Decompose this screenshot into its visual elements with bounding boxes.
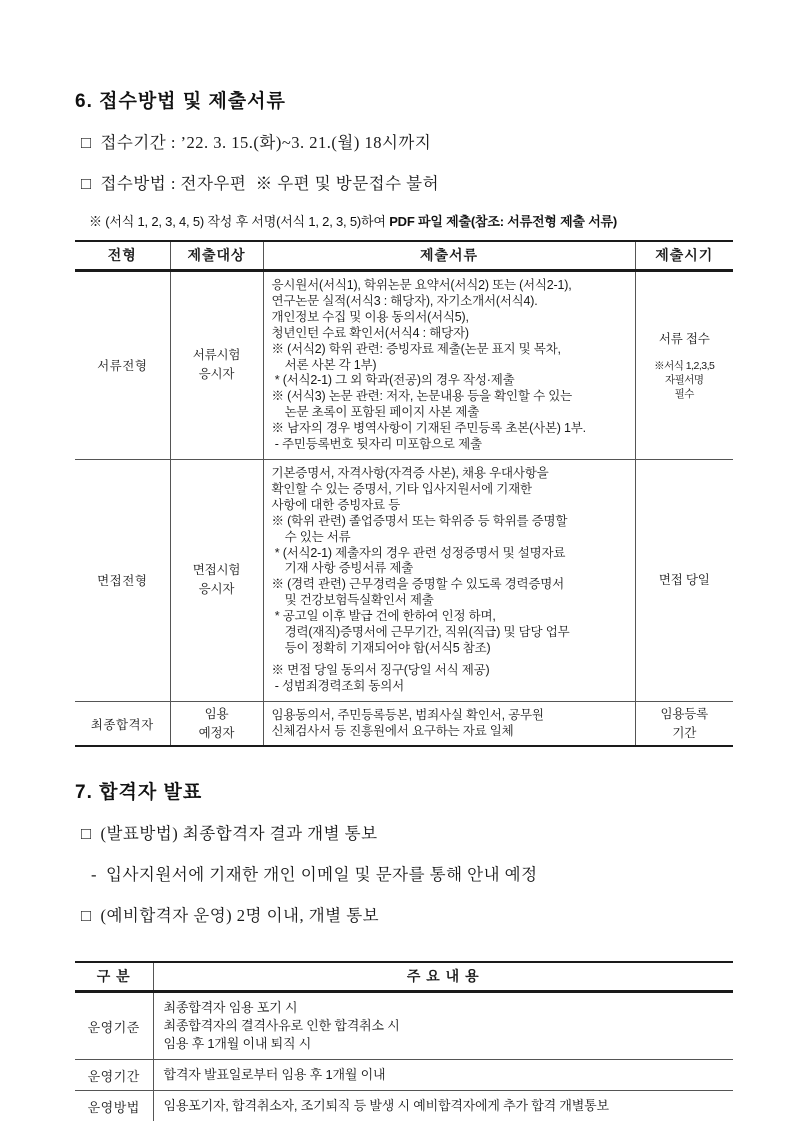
- table-header-row: [75, 241, 733, 271]
- table-row-operation-period: [75, 1060, 733, 1091]
- document-content: [75, 86, 733, 1121]
- column-header-timing: 제출시기: [635, 241, 733, 271]
- column-header-main-content: 주 요 내 용: [153, 962, 733, 992]
- submission-documents-table: [75, 240, 733, 747]
- target-cell: 임용 예정자: [170, 701, 263, 746]
- announcement-detail-line: [91, 861, 733, 885]
- content-cell: 임용포기자, 합격취소자, 조기퇴직 등 발생 시 예비합격자에게 추가 합격 개별통보: [153, 1091, 733, 1121]
- reserve-candidate-text: (예비합격자 운영) 2명 이내, 개별 통보: [100, 906, 380, 926]
- signature-note-bold-text: PDF 파일 제출(참조: 서류전형 제출 서류): [389, 214, 618, 229]
- table-row-operation-method: [75, 1091, 733, 1121]
- reception-method-text: 접수방법 : 전자우편 ※ 우편 및 방문접수 불허: [100, 174, 440, 193]
- table-row-document-screening: [75, 271, 733, 460]
- timing-main: 임용등록 기간: [660, 706, 708, 740]
- reception-period-line: [81, 129, 733, 153]
- reception-method-line: [81, 170, 733, 194]
- checkbox-marker: □: [81, 174, 92, 193]
- timing-cell: [635, 701, 733, 746]
- announcement-detail-text: 입사지원서에 기재한 개인 이메일 및 문자를 통해 안내 예정: [106, 865, 538, 885]
- category-cell: 운영기준: [75, 992, 153, 1060]
- section-6-title: 6. 접수방법 및 제출서류: [75, 91, 286, 112]
- timing-main: 면접 당일: [658, 572, 710, 587]
- reserve-candidate-line: [81, 902, 733, 926]
- signature-note-text: ※ (서식 1, 2, 3, 4, 5) 작성 후 서명(서식 1, 2, 3, 5)하여: [89, 214, 390, 229]
- section-gap: [75, 943, 733, 961]
- table-row-interview: [75, 459, 733, 701]
- reception-period-text: 접수기간 : ’22. 3. 15.(화)~3. 21.(월) 18시까지: [100, 133, 432, 152]
- exam-type-cell: 면접전형: [75, 459, 170, 701]
- section-gap: [75, 747, 733, 777]
- documents-cell: 응시원서(서식1), 학위논문 요약서(서식2) 또는 (서식2-1), 연구논문 실적(서식3 : 해당자), 자기소개서(서식4). 개인정보 수집 및 이용 동의서(서식5), 청년인턴 수료 확인서(서식4 : 해당자) ※ (서식2) 학위 관련: 증빙자료 제출(논문 표지 및 목차, 서론 사본 각 1부) * (서식2-1) 그 외 학과(전공)의 경우 작성·제출 ※ (서식3) 논문 관련: 저자, 논문내용 등을 확인할 수 있는 논문 초록이 포함된 페이지 사본 제출 ※ 남자의 경우 병역사항이 기재된 주민등록 초본(사본) 1부. - 주민등록번호 뒷자리 미포함으로 제출: [263, 271, 635, 460]
- column-header-target: 제출대상: [170, 241, 263, 271]
- announcement-method-line: [81, 820, 733, 844]
- target-cell: 면접시험 응시자: [170, 459, 263, 701]
- content-cell: 최종합격자 임용 포기 시 최종합격자의 결격사유로 인한 합격취소 시 임용 후 1개월 이내 퇴직 시: [153, 992, 733, 1060]
- checkbox-marker: □: [81, 906, 92, 926]
- column-header-category: 구 분: [75, 962, 153, 992]
- table-row-final-successful: [75, 701, 733, 746]
- timing-main: 서류 접수: [658, 331, 710, 346]
- content-cell: 합격자 발표일로부터 임용 후 1개월 이내: [153, 1060, 733, 1091]
- table-header-row: [75, 962, 733, 992]
- dash-marker: -: [91, 865, 97, 885]
- section-7-title: 7. 합격자 발표: [75, 782, 203, 804]
- table-row-operation-criteria: [75, 992, 733, 1060]
- checkbox-marker: □: [81, 133, 92, 152]
- exam-type-cell: 최종합격자: [75, 701, 170, 746]
- timing-cell: [635, 459, 733, 701]
- column-header-documents: 제출서류: [263, 241, 635, 271]
- documents-cell: 임용동의서, 주민등록등본, 범죄사실 확인서, 공무원 신체검사서 등 진흥원에서 요구하는 자료 일체: [263, 701, 635, 746]
- reserve-operation-table: [75, 961, 733, 1121]
- timing-cell: [635, 271, 733, 460]
- timing-note: ※서식 1,2,3,5 자필서명 필수: [654, 359, 715, 400]
- signature-note-line: [89, 211, 733, 230]
- target-cell: 서류시험 응시자: [170, 271, 263, 460]
- category-cell: 운영기간: [75, 1060, 153, 1091]
- exam-type-cell: 서류전형: [75, 271, 170, 460]
- documents-cell: 기본증명서, 자격사항(자격증 사본), 채용 우대사항을 확인할 수 있는 증명서, 기타 입사지원서에 기재한 사항에 대한 증빙자료 등 ※ (학위 관련) 졸업증명서 또는 학위증 등 학위를 증명할 수 있는 서류 * (서식2-1) 제출자의 경우 관련 성정증명서 및 설명자료 기재 사항 증빙서류 제출 ※ (경력 관련) 근무경력을 증명할 수 있도록 경력증명서 및 건강보험득실확인서 제출 * 공고일 이후 발급 건에 한하여 인정 하며, 경력(재직)증명서에 근무기간, 직위(직급) 및 담당 업무 등이 정확히 기재되어야 함(서식5 참조) ※ 면접 당일 동의서 징구(당일 서식 제공) - 성범죄경력조회 동의서: [263, 459, 635, 701]
- category-cell: 운영방법: [75, 1091, 153, 1121]
- checkbox-marker: □: [81, 824, 92, 844]
- announcement-method-text: (발표방법) 최종합격자 결과 개별 통보: [100, 824, 378, 844]
- column-header-type: 전형: [75, 241, 170, 271]
